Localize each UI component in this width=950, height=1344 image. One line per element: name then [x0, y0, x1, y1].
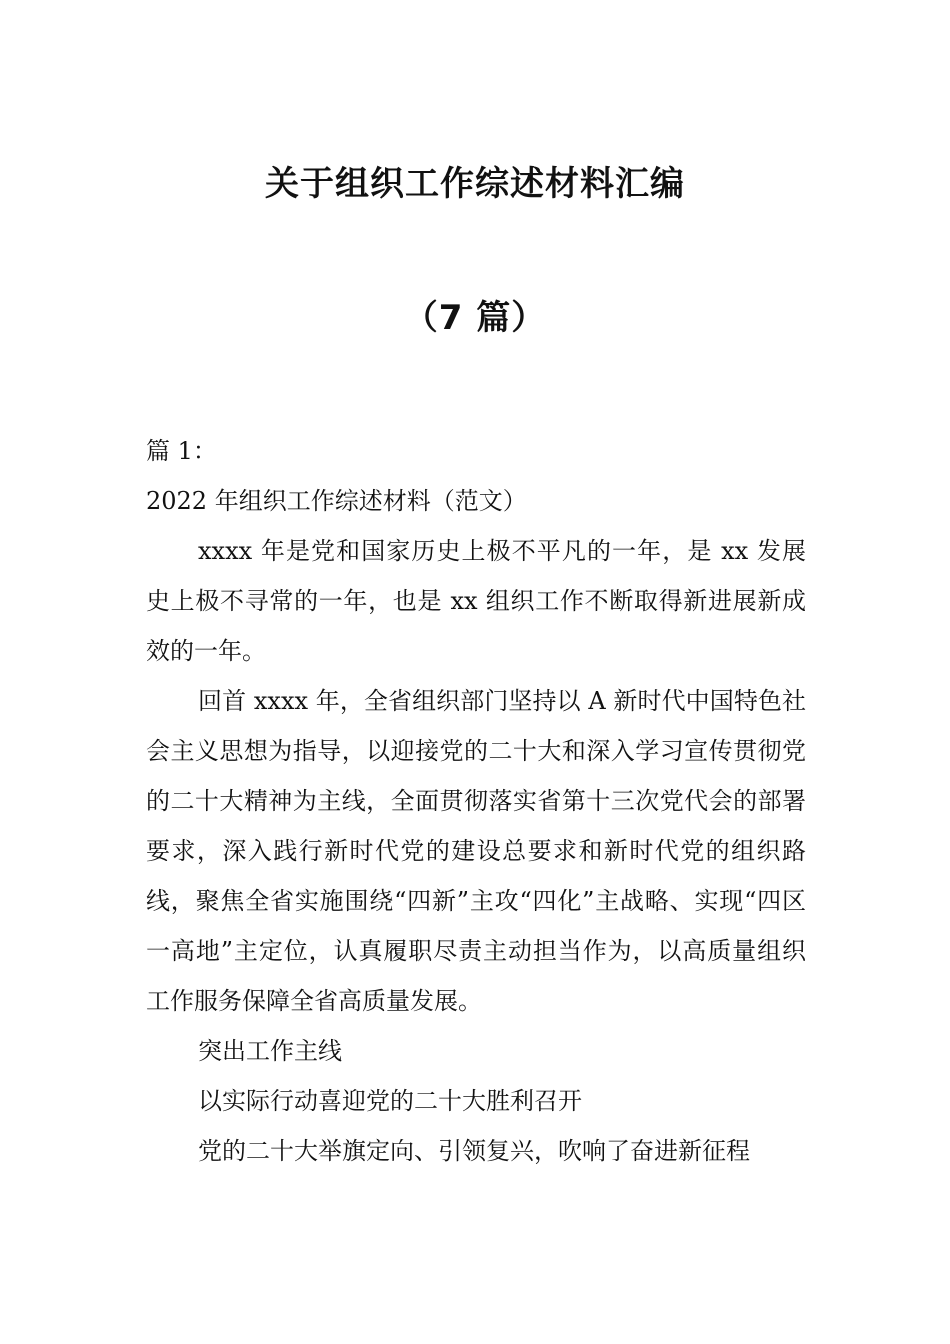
document-title: 关于组织工作综述材料汇编	[265, 164, 685, 204]
section-heading-1: 突出工作主线	[198, 1037, 342, 1065]
section-label: 篇 1：	[146, 437, 217, 465]
article-title: 2022 年组织工作综述材料（范文）	[146, 487, 527, 515]
document-subtitle: （7 篇）	[403, 298, 547, 338]
paragraph-3: 党的二十大举旗定向、引领复兴，吹响了奋进新征程	[198, 1137, 750, 1165]
paragraph-2: 回首 xxxx 年，全省组织部门坚持以 A 新时代中国特色社会主义思想为指导，以迎接党的二十大和深入学习宣传贯彻党的二十大精神为主线，全面贯彻落实省第十三次党代会的部署要求，深入践行新时代党的建设总要求和新时代党的组织路线，聚焦全省实施围绕“四新”主攻“四化”主战略、实现“四区一高地”主定位，认真履职尽责主动担当作为，以高质量组织工作服务保障全省高质量发展。	[146, 687, 806, 1015]
section-heading-2: 以实际行动喜迎党的二十大胜利召开	[198, 1087, 582, 1115]
paragraph-1: xxxx 年是党和国家历史上极不平凡的一年，是 xx 发展史上极不寻常的一年，也是 xx 组织工作不断取得新进展新成效的一年。	[146, 537, 806, 665]
document-body	[146, 426, 806, 1176]
